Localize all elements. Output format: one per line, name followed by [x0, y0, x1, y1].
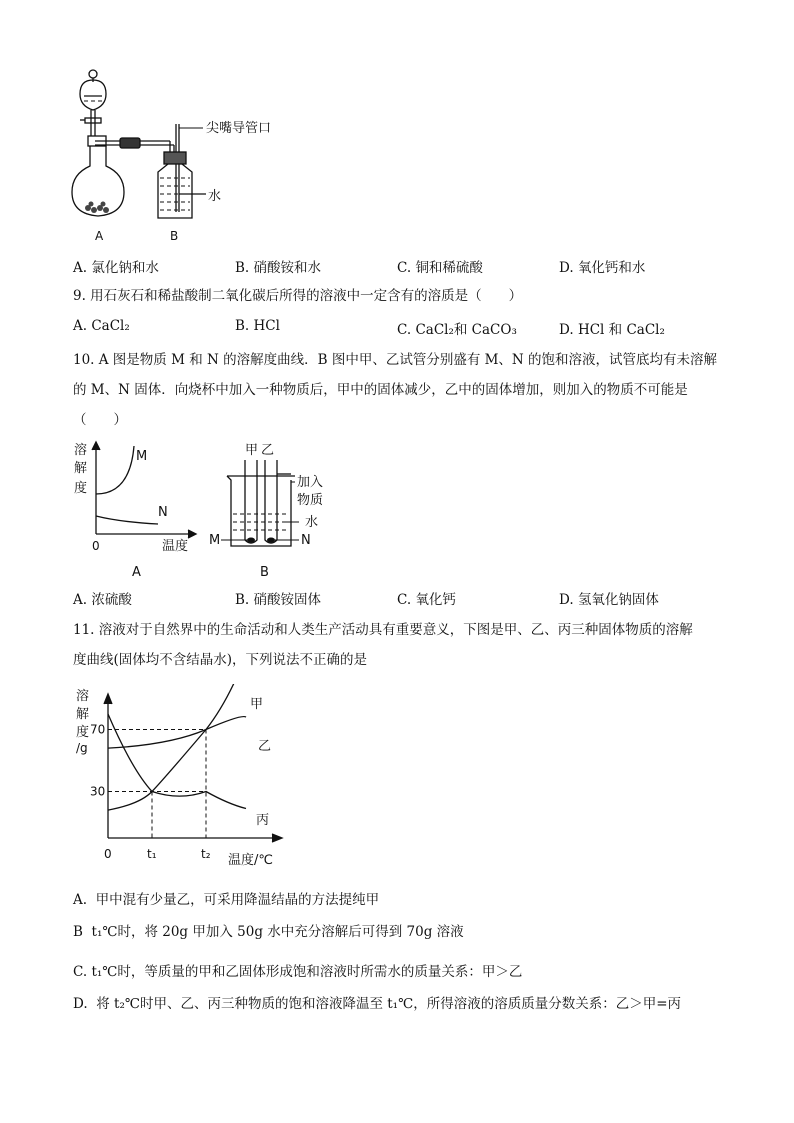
q9-option-c[interactable]: C. CaCl₂和 CaCO₃: [397, 322, 517, 338]
q11-option-c[interactable]: C. t₁℃时，等质量的甲和乙固体形成饱和溶液时所需水的质量关系：甲＞乙: [73, 964, 523, 980]
svg-text:乙: 乙: [261, 443, 275, 458]
series-label-2: 丙: [256, 813, 270, 828]
svg-text:温度: 温度: [162, 539, 189, 554]
q10-stem-line3: （ ）: [73, 412, 127, 428]
ylabel-unit: /g: [76, 741, 88, 755]
q10-option-d[interactable]: D. 氢氧化钠固体: [559, 592, 659, 608]
svg-text:N: N: [301, 533, 311, 548]
q9-option-a[interactable]: A. CaCl₂: [73, 318, 130, 334]
q10-stem-line1: 10. A 图是物质 M 和 N 的溶解度曲线．B 图中甲、乙试管分别盛有 M、N 的饱和溶液，试管底均有未溶解: [73, 352, 718, 368]
x-tick-label: 0: [104, 847, 112, 861]
q9-option-b[interactable]: B. HCl: [235, 318, 280, 334]
q11-option-d[interactable]: D. 将 t₂℃时甲、乙、丙三种物质的饱和溶液降温至 t₁℃，所得溶液的溶质质量分数关系：乙＞甲=丙: [73, 996, 682, 1012]
q11-option-a[interactable]: A. 甲中混有少量乙，可采用降温结晶的方法提纯甲: [73, 892, 380, 908]
svg-text:溶: 溶: [74, 443, 88, 458]
q10-beaker-figure-b: [205, 438, 345, 586]
curve-m: [96, 446, 134, 494]
q10-option-b[interactable]: B. 硝酸铵固体: [235, 592, 322, 608]
q8-option-c[interactable]: C. 铜和稀硫酸: [397, 260, 483, 276]
q11-solubility-chart: [70, 684, 300, 874]
y-tick-label: 70: [90, 722, 106, 737]
x-tick-label: t₁: [147, 847, 157, 861]
svg-text:M: M: [209, 533, 221, 548]
apparatus-figure: [60, 66, 300, 246]
q8-option-b[interactable]: B. 硝酸铵和水: [235, 260, 322, 276]
q11-option-b[interactable]: B t₁℃时，将 20g 甲加入 50g 水中充分溶解后可得到 70g 溶液: [73, 924, 464, 940]
q10-option-c[interactable]: C. 氧化钙: [397, 592, 456, 608]
q8-option-d[interactable]: D. 氧化钙和水: [559, 260, 646, 276]
curve-m-label: M: [136, 449, 148, 464]
q10-stem-line2: 的 M、N 固体．向烧杯中加入一种物质后，甲中的固体减少，乙中的固体增加，则加入的物质不可能是: [73, 382, 688, 398]
y-tick-label: 30: [90, 784, 106, 799]
svg-text:0: 0: [92, 539, 100, 553]
x-axis-label: 温度/℃: [228, 853, 273, 868]
svg-text:物质: 物质: [297, 493, 324, 508]
q10-option-a[interactable]: A. 浓硫酸: [73, 592, 132, 608]
q9-option-d[interactable]: D. HCl 和 CaCl₂: [559, 322, 665, 338]
curve-n-label: N: [158, 505, 168, 520]
caption-a: A: [95, 229, 104, 243]
q11-stem-line2: 度曲线(固体均不含结晶水)，下列说法不正确的是: [73, 652, 368, 668]
svg-text:解: 解: [74, 461, 88, 476]
svg-text:B: B: [260, 565, 269, 580]
q8-option-a[interactable]: A. 氯化钠和水: [73, 260, 159, 276]
svg-text:水: 水: [305, 515, 319, 530]
curve-n: [96, 516, 158, 524]
svg-text:A: A: [132, 565, 141, 580]
ylabel-char-2: 解: [76, 707, 90, 722]
q9-stem: 9. 用石灰石和稀盐酸制二氧化碳后所得的溶液中一定含有的溶质是（ ）: [73, 288, 523, 304]
ylabel-char-3: 度: [76, 725, 90, 740]
series-label-0: 甲: [250, 697, 264, 712]
series-label-1: 乙: [258, 739, 272, 754]
svg-text:加入: 加入: [297, 475, 324, 490]
svg-text:甲: 甲: [245, 443, 259, 458]
caption-b: B: [170, 229, 179, 243]
q10-solubility-figure-a: [70, 438, 210, 586]
x-tick-label: t₂: [201, 847, 211, 861]
water-label: 水: [208, 189, 222, 204]
tip-label: 尖嘴导管口: [206, 121, 272, 136]
q11-stem-line1: 11. 溶液对于自然界中的生命活动和人类生产活动具有重要意义，下图是甲、乙、丙三种固体物质的溶解: [73, 622, 693, 638]
series-line-1: [108, 717, 246, 749]
ylabel-char-1: 溶: [76, 689, 90, 704]
series-line-2: [108, 714, 246, 809]
svg-text:度: 度: [74, 481, 88, 496]
